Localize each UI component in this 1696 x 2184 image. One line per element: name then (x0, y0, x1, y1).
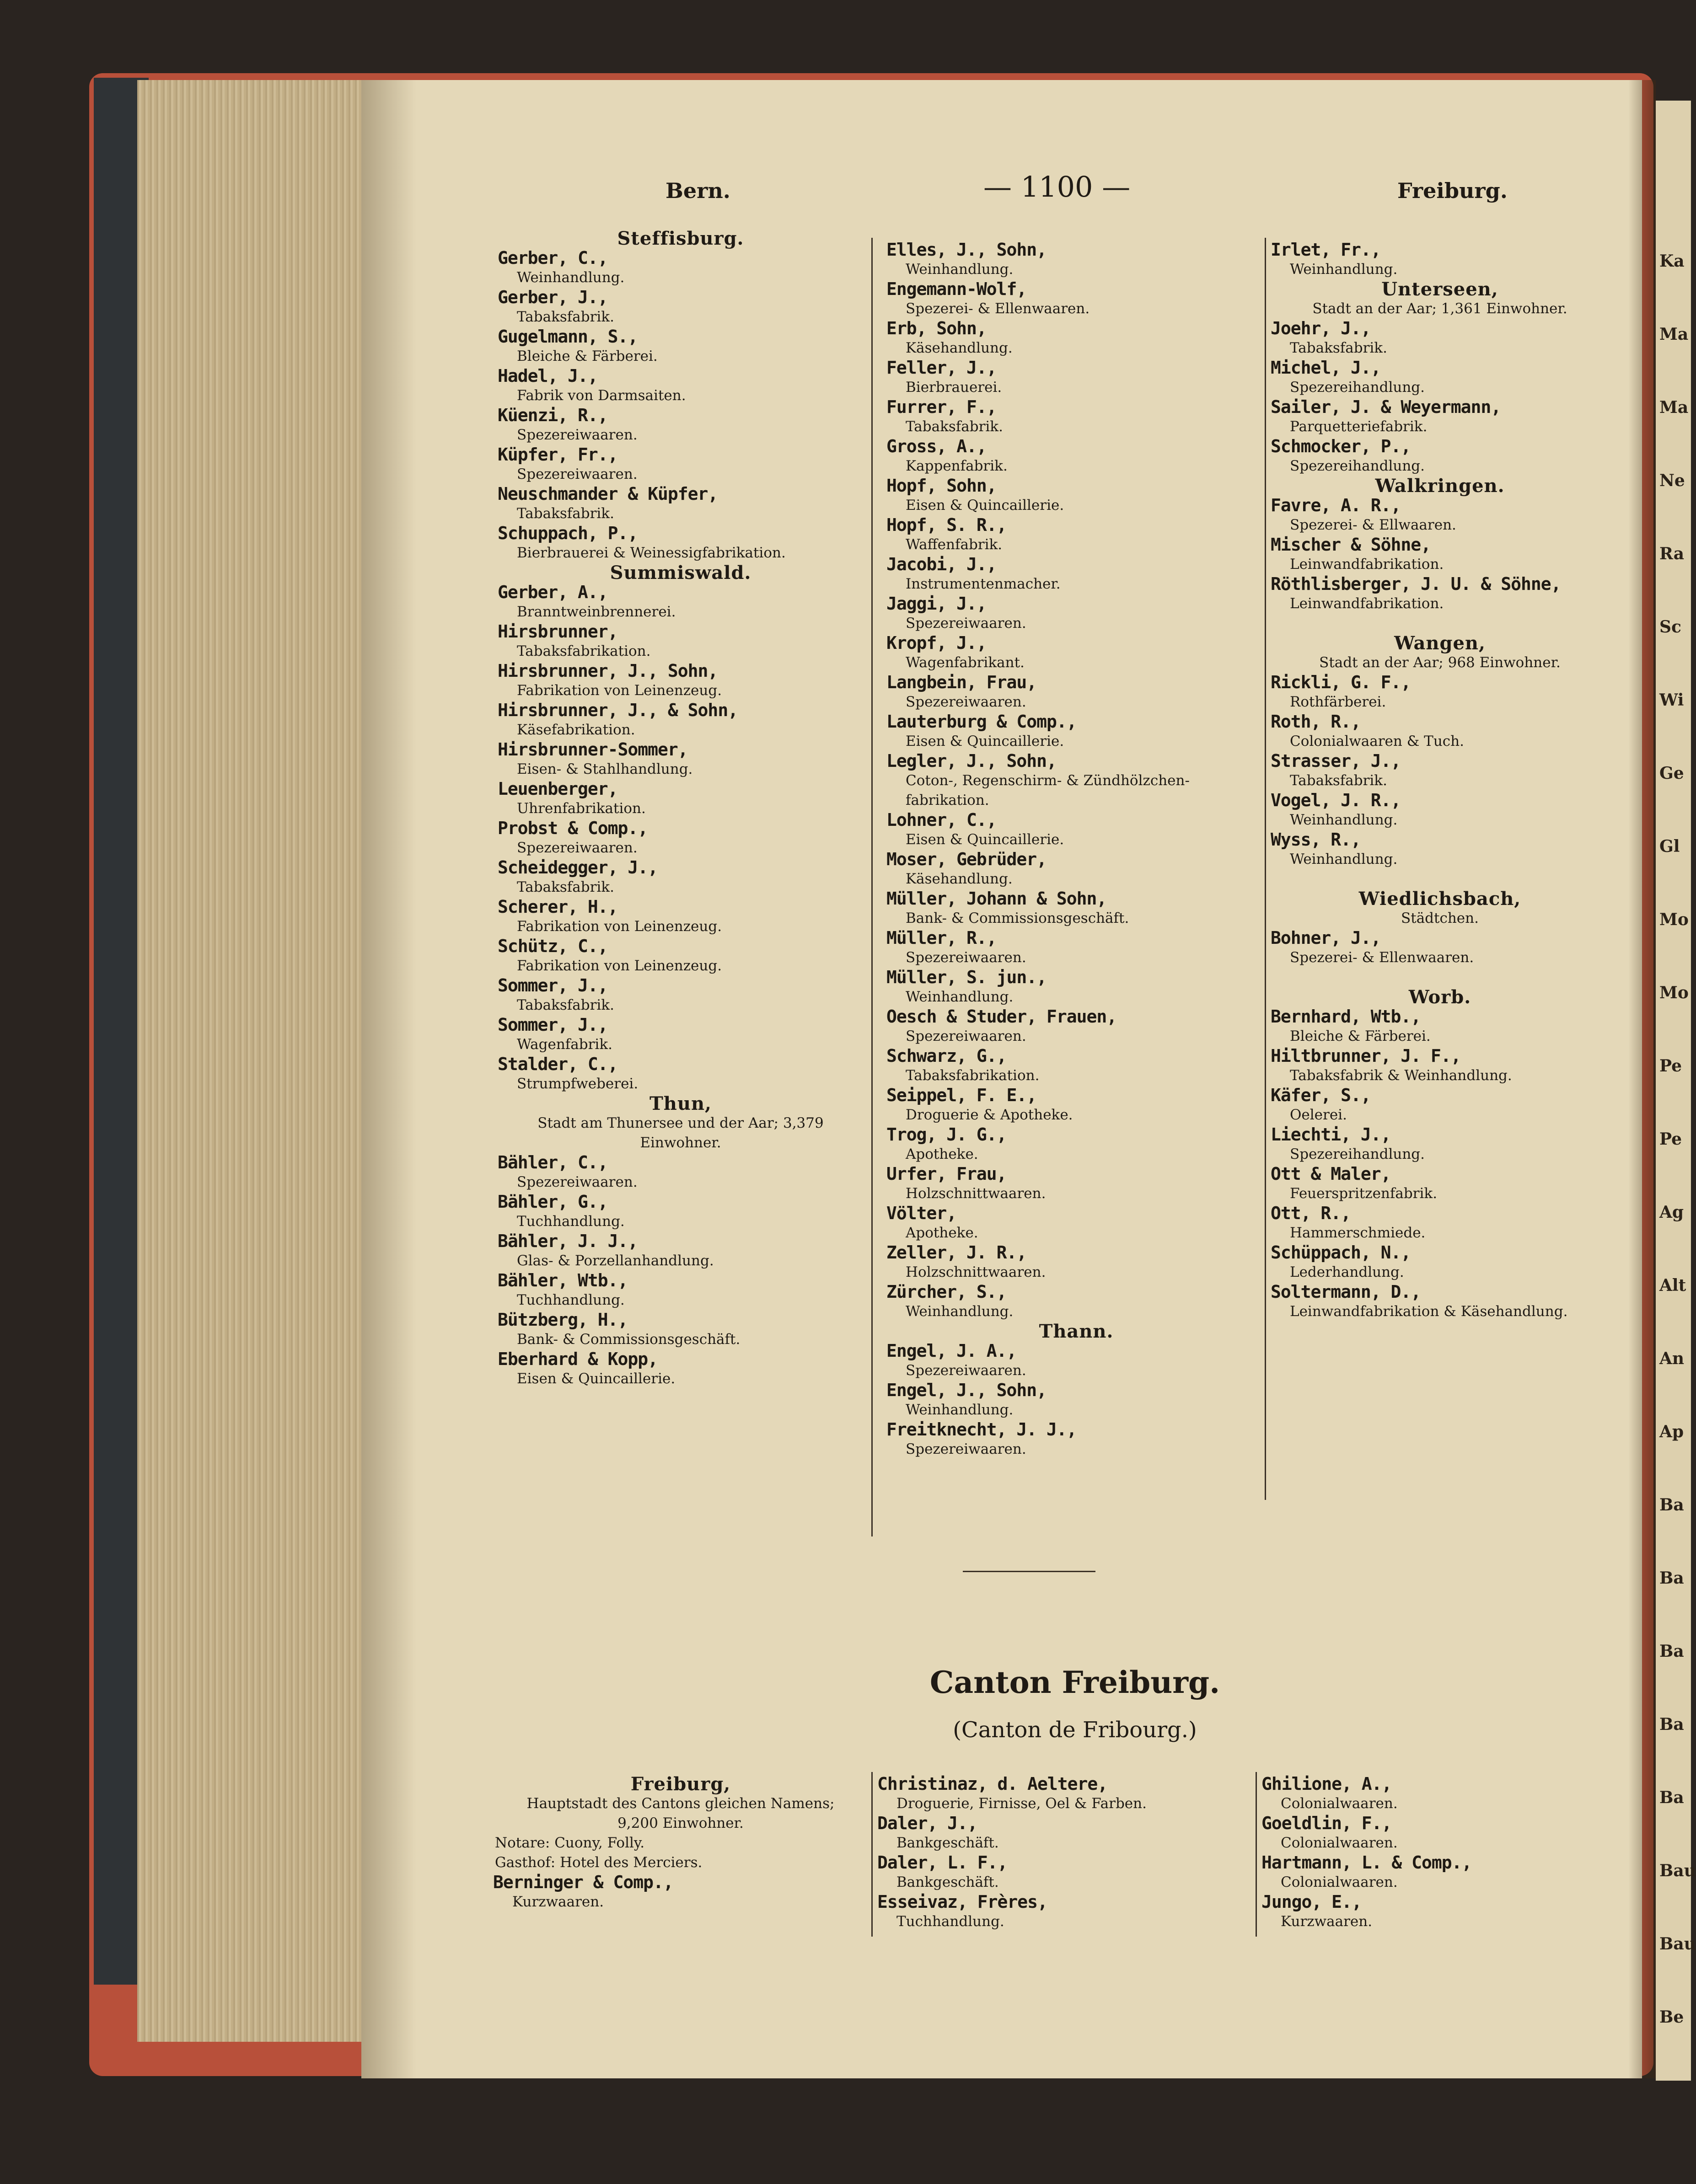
place-heading: Freiburg, (630, 1773, 731, 1795)
entry-business: Tabaksfabrik. (906, 418, 1003, 435)
entry-business: Weinhandlung. (517, 269, 625, 286)
entry-name: Favre, A. R., (1271, 495, 1401, 515)
entry-name: Schwarz, G., (886, 1046, 1007, 1066)
entry-business: Eisen & Quincaillerie. (517, 1370, 676, 1387)
facing-page-fragment: Gl (1659, 837, 1680, 856)
facing-page-fragment: Ne (1659, 471, 1685, 490)
entry-name: Sailer, J. & Weyermann, (1271, 397, 1501, 417)
entry-business: Weinhandlung. (1290, 812, 1398, 828)
column-right (1271, 240, 1609, 1322)
entry-name: Schmocker, P., (1271, 436, 1411, 456)
entry-name: Strasser, J., (1271, 751, 1401, 771)
place-description: Hauptstadt des Cantons gleichen Namens; (526, 1795, 835, 1812)
entry-business: Waffenfabrik. (906, 536, 1003, 553)
entry-name: Bähler, Wtb., (498, 1270, 628, 1290)
entry-name: Hiltbrunner, J. F., (1271, 1046, 1461, 1066)
entry-name: Jungo, E., (1261, 1892, 1362, 1912)
facing-page-fragment: Bau (1659, 1934, 1696, 1954)
entry-name: Stalder, C., (498, 1054, 618, 1074)
canton-column-middle (877, 1774, 1243, 1932)
entry-business: Eisen- & Stahlhandlung. (517, 761, 693, 777)
spacer (1271, 968, 1609, 987)
entry-business: Branntweinbrennerei. (517, 604, 676, 620)
entry-name: Esseivaz, Frères, (877, 1892, 1047, 1912)
entry-business: Spezerei- & Ellwaaren. (1290, 517, 1456, 533)
entry-business: Fabrik von Darmsaiten. (517, 387, 686, 404)
entry-name: Ghilione, A., (1261, 1774, 1392, 1794)
place-heading: Walkringen. (1375, 475, 1505, 497)
entry-business: Spezerei- & Ellenwaaren. (906, 300, 1090, 317)
column-rule (1265, 238, 1266, 1500)
entry-business: Eisen & Quincaillerie. (906, 497, 1064, 514)
entry-name: Erb, Sohn, (886, 318, 987, 338)
entry-name: Mischer & Söhne, (1271, 535, 1431, 555)
entry-name: Joehr, J., (1271, 318, 1371, 338)
entry-business: Spezereiwaaren. (906, 1441, 1026, 1457)
entry-name: Ott & Maler, (1271, 1164, 1391, 1184)
entry-name: Berninger & Comp., (493, 1872, 673, 1892)
entry-name: Schütz, C., (498, 936, 608, 956)
entry-name: Soltermann, D., (1271, 1282, 1421, 1302)
entry-business: Eisen & Quincaillerie. (906, 733, 1064, 749)
place-description: Städtchen. (1401, 910, 1479, 926)
facing-page-fragment: Ba (1659, 1642, 1684, 1661)
entry-business: Weinhandlung. (906, 261, 1014, 278)
entry-name: Freitknecht, J. J., (886, 1419, 1077, 1440)
entry-business: Tuchhandlung. (517, 1213, 625, 1230)
entry-business: Spezerei- & Ellenwaaren. (1290, 949, 1474, 966)
facing-page-fragment: Ma (1659, 398, 1689, 417)
entry-business: Droguerie, Firnisse, Oel & Farben. (896, 1795, 1147, 1812)
facing-page-fragment: Ba (1659, 1495, 1684, 1515)
entry-name: Müller, S. jun., (886, 967, 1047, 987)
facing-page-fragment: Ge (1659, 764, 1684, 783)
entry-business: Bank- & Commissionsgeschäft. (517, 1331, 741, 1348)
entry-name: Irlet, Fr., (1271, 240, 1381, 260)
entry-name: Furrer, F., (886, 397, 997, 417)
entry-business: Spezereiwaaren. (517, 466, 638, 482)
place-description: Einwohner. (640, 1135, 721, 1151)
entry-business: Käsehandlung. (906, 340, 1013, 356)
entry-business: Bleiche & Färberei. (1290, 1028, 1431, 1044)
entry-name: Gross, A., (886, 436, 987, 456)
place-note: Notare: Cuony, Folly. (495, 1835, 645, 1851)
entry-name: Neuschmander & Küpfer, (498, 484, 718, 504)
entry-name: Käfer, S., (1271, 1085, 1371, 1105)
entry-business: Glas- & Porzellanhandlung. (517, 1253, 714, 1269)
entry-business: Apotheke. (906, 1146, 978, 1162)
place-description: 9,200 Einwohner. (617, 1815, 744, 1831)
column-middle (886, 240, 1266, 1459)
place-heading: Thun, (649, 1093, 712, 1114)
column-left (498, 229, 864, 1389)
place-heading: Worb. (1408, 986, 1471, 1008)
entry-business: Käsehandlung. (906, 871, 1013, 887)
page-edges (137, 80, 375, 2042)
entry-business: Colonialwaaren. (1281, 1835, 1398, 1851)
entry-name: Küpfer, Fr., (498, 444, 618, 465)
entry-name: Eberhard & Kopp, (498, 1349, 658, 1369)
facing-page-fragment: Ba (1659, 1715, 1684, 1734)
facing-page-fragment: Sc (1659, 617, 1681, 637)
entry-business: Tabaksfabrik & Weinhandlung. (1290, 1067, 1512, 1084)
entry-business: Tuchhandlung. (896, 1913, 1004, 1930)
facing-page-fragment: Mo (1659, 910, 1689, 929)
entry-business: Wagenfabrikant. (906, 654, 1025, 671)
entry-business: Kappenfabrik. (906, 458, 1008, 474)
entry-name: Küenzi, R., (498, 405, 608, 425)
facing-page-fragment: Be (1659, 2007, 1684, 2027)
entry-name: Bähler, G., (498, 1192, 608, 1212)
entry-name: Scheidegger, J., (498, 857, 658, 878)
column-rule (871, 238, 873, 1536)
entry-business: Tabaksfabrik. (517, 997, 614, 1013)
facing-page-fragment: Alt (1659, 1276, 1686, 1295)
entry-name: Moser, Gebrüder, (886, 849, 1047, 869)
entry-business: Uhrenfabrikation. (517, 800, 646, 817)
entry-name: Lohner, C., (886, 810, 997, 830)
entry-name: Müller, R., (886, 928, 997, 948)
entry-name: Langbein, Frau, (886, 672, 1037, 692)
place-description: Stadt am Thunersee und der Aar; 3,379 (537, 1115, 824, 1131)
entry-name: Engemann-Wolf, (886, 279, 1027, 299)
entry-name: Christinaz, d. Aeltere, (877, 1774, 1108, 1794)
entry-business: Spezereihandlung. (1290, 379, 1425, 396)
facing-page-fragment: Mo (1659, 983, 1689, 1002)
entry-name: Hartmann, L. & Comp., (1261, 1852, 1472, 1873)
section-rule (963, 1571, 1095, 1572)
entry-business: Spezereihandlung. (1290, 1146, 1425, 1162)
canton-subtitle: (Canton de Fribourg.) (953, 1717, 1197, 1743)
entry-name: Elles, J., Sohn, (886, 240, 1047, 260)
entry-business: Parquetteriefabrik. (1290, 418, 1428, 435)
facing-page-fragment: Pe (1659, 1056, 1682, 1076)
entry-name: Zürcher, S., (886, 1282, 1007, 1302)
entry-name: Gugelmann, S., (498, 327, 638, 347)
entry-business: Tabaksfabrik. (1290, 340, 1387, 356)
entry-name: Jacobi, J., (886, 554, 997, 574)
facing-page-fragment: Ap (1659, 1422, 1684, 1441)
entry-name: Hirsbrunner, J., Sohn, (498, 661, 718, 681)
entry-name: Jaggi, J., (886, 594, 987, 614)
entry-name: Hadel, J., (498, 366, 598, 386)
entry-business: Spezereiwaaren. (517, 1174, 638, 1190)
running-head-left: Bern. (666, 178, 730, 203)
page-shadow (361, 80, 416, 2078)
facing-page-fragment: Ra (1659, 544, 1685, 563)
entry-business: Feuerspritzenfabrik. (1290, 1185, 1438, 1202)
entry-business: Spezereiwaaren. (906, 615, 1026, 632)
entry-business: Colonialwaaren. (1281, 1795, 1398, 1812)
place-heading: Unterseen, (1381, 278, 1498, 300)
entry-name: Goeldlin, F., (1261, 1813, 1392, 1833)
entry-name: Bützberg, H., (498, 1310, 628, 1330)
entry-name: Bohner, J., (1271, 928, 1381, 948)
entry-name: Müller, Johann & Sohn, (886, 889, 1107, 909)
column-rule (1256, 1772, 1257, 1937)
entry-name: Leuenberger, (498, 779, 618, 799)
facing-page-fragment: Wi (1659, 691, 1684, 710)
facing-page-fragment: Ag (1659, 1203, 1684, 1222)
facing-page-fragment: Ba (1659, 1788, 1684, 1807)
entry-name: Legler, J., Sohn, (886, 751, 1057, 771)
entry-name: Bernhard, Wtb., (1271, 1006, 1421, 1027)
spacer (1271, 614, 1609, 633)
entry-name: Sommer, J., (498, 1015, 608, 1035)
entry-name: Völter, (886, 1203, 957, 1223)
entry-name: Feller, J., (886, 358, 997, 378)
spacer (1271, 869, 1609, 889)
place-heading: Steffisburg. (617, 228, 744, 249)
facing-page-fragment: Bau (1659, 1861, 1696, 1880)
entry-business: Kurzwaaren. (512, 1894, 604, 1910)
entry-business: Eisen & Quincaillerie. (906, 831, 1064, 848)
entry-business: Tabaksfabrik. (517, 309, 614, 325)
canton-title: Canton Freiburg. (929, 1665, 1220, 1700)
entry-business: Leinwandfabrikation & Käsehandlung. (1290, 1303, 1568, 1320)
place-description: Stadt an der Aar; 968 Einwohner. (1319, 654, 1561, 671)
entry-business: Tabaksfabrik. (517, 505, 614, 522)
entry-name: Schüppach, N., (1271, 1242, 1411, 1263)
entry-name: Trog, J. G., (886, 1124, 1007, 1145)
entry-business: Spezereiwaaren. (517, 840, 638, 856)
place-heading: Wiedlichsbach, (1358, 888, 1521, 910)
entry-business: Colonialwaaren & Tuch. (1290, 733, 1464, 749)
facing-page-edge (1656, 101, 1696, 2081)
entry-business: Weinhandlung. (906, 989, 1014, 1005)
entry-business: Spezereiwaaren. (906, 694, 1026, 710)
entry-business: Spezereiwaaren. (906, 1028, 1026, 1044)
entry-business: Holzschnittwaaren. (906, 1264, 1046, 1280)
entry-name: Hirsbrunner, J., & Sohn, (498, 700, 738, 720)
entry-name: Michel, J., (1271, 358, 1381, 378)
entry-name: Gerber, J., (498, 287, 608, 307)
page-gutter (1628, 80, 1656, 2078)
entry-name: Seippel, F. E., (886, 1085, 1037, 1105)
entry-business: Strumpfweberei. (517, 1076, 639, 1092)
entry-name: Roth, R., (1271, 712, 1361, 732)
entry-name: Vogel, J. R., (1271, 790, 1401, 810)
entry-name: Bähler, J. J., (498, 1231, 638, 1251)
entry-business: Spezereihandlung. (1290, 458, 1425, 474)
facing-page-fragment: Ba (1659, 1568, 1684, 1588)
entry-business: Tabaksfabrikation. (906, 1067, 1040, 1084)
entry-name: Lauterburg & Comp., (886, 712, 1077, 732)
entry-business: Fabrikation von Leinenzeug. (517, 918, 722, 935)
entry-business: Fabrikation von Leinenzeug. (517, 958, 722, 974)
facing-page-fragment: Ma (1659, 325, 1689, 344)
entry-name: Kropf, J., (886, 633, 987, 653)
entry-name: Hopf, S. R., (886, 515, 1007, 535)
entry-name: Rickli, G. F., (1271, 672, 1411, 692)
entry-name: Hirsbrunner, (498, 621, 618, 642)
place-heading: Wangen, (1394, 632, 1486, 654)
entry-business: Käsefabrikation. (517, 722, 635, 738)
entry-name: Engel, J. A., (886, 1341, 1017, 1361)
entry-business: Tabaksfabrikation. (517, 643, 651, 659)
entry-business: Apotheke. (906, 1225, 978, 1241)
entry-business: Holzschnittwaaren. (906, 1185, 1046, 1202)
canton-column-left (493, 1774, 868, 1912)
entry-name: Daler, J., (877, 1813, 977, 1833)
entry-business: Leinwandfabrikation. (1290, 556, 1444, 573)
entry-business: Tabaksfabrik. (517, 879, 614, 895)
entry-business: Bleiche & Färberei. (517, 348, 658, 364)
entry-business: Spezereiwaaren. (906, 1362, 1026, 1379)
entry-name: Oesch & Studer, Frauen, (886, 1006, 1117, 1027)
facing-page-fragment: Pe (1659, 1129, 1682, 1149)
entry-business: Tabaksfabrik. (1290, 772, 1387, 789)
entry-name: Gerber, A., (498, 582, 608, 602)
entry-business: Lederhandlung. (1290, 1264, 1404, 1280)
entry-business: Oelerei. (1290, 1107, 1347, 1123)
entry-business: Weinhandlung. (1290, 851, 1398, 867)
entry-name: Bähler, C., (498, 1152, 608, 1172)
entry-business: Droguerie & Apotheke. (906, 1107, 1073, 1123)
entry-business: Fabrikation von Leinenzeug. (517, 682, 722, 699)
canton-column-right (1261, 1774, 1618, 1932)
entry-business: Spezereiwaaren. (517, 427, 638, 443)
place-heading: Summiswald. (610, 562, 751, 583)
facing-page-fragment: Ka (1659, 252, 1685, 271)
entry-business: Bankgeschäft. (896, 1874, 999, 1890)
entry-name: Liechti, J., (1271, 1124, 1391, 1145)
entry-business: Weinhandlung. (906, 1402, 1014, 1418)
entry-business: Colonialwaaren. (1281, 1874, 1398, 1890)
entry-business: Coton-, Regenschirm- & Zündhölzchen- (906, 772, 1190, 789)
entry-business: Bank- & Commissionsgeschäft. (906, 910, 1129, 926)
column-rule (871, 1772, 873, 1937)
entry-business: Bankgeschäft. (896, 1835, 999, 1851)
entry-name: Hirsbrunner-Sommer, (498, 739, 688, 760)
entry-business: Instrumentenmacher. (906, 576, 1061, 592)
entry-business: Weinhandlung. (906, 1303, 1014, 1320)
entry-business: Tuchhandlung. (517, 1292, 625, 1308)
page-number: — 1100 — (983, 170, 1131, 203)
entry-business: Bierbrauerei. (906, 379, 1002, 396)
entry-name: Ott, R., (1271, 1203, 1351, 1223)
entry-name: Gerber, C., (498, 248, 608, 268)
entry-business: Leinwandfabrikation. (1290, 595, 1444, 612)
entry-business: fabrikation. (906, 792, 989, 808)
entry-business: Wagenfabrik. (517, 1036, 612, 1053)
entry-name: Probst & Comp., (498, 818, 648, 838)
entry-name: Wyss, R., (1271, 830, 1361, 850)
entry-business: Rothfärberei. (1290, 694, 1386, 710)
entry-name: Sommer, J., (498, 975, 608, 996)
entry-business: Bierbrauerei & Weinessigfabrikation. (517, 545, 786, 561)
entry-business: Kurzwaaren. (1281, 1913, 1373, 1930)
place-heading: Thann. (1039, 1321, 1114, 1342)
entry-name: Zeller, J. R., (886, 1242, 1027, 1263)
entry-name: Daler, L. F., (877, 1852, 1008, 1873)
place-note: Gasthof: Hotel des Merciers. (495, 1854, 703, 1871)
entry-name: Schuppach, P., (498, 523, 638, 543)
entry-name: Engel, J., Sohn, (886, 1380, 1047, 1400)
entry-business: Hammerschmiede. (1290, 1225, 1426, 1241)
place-description: Stadt an der Aar; 1,361 Einwohner. (1312, 300, 1567, 317)
entry-name: Hopf, Sohn, (886, 476, 997, 496)
running-head-right: Freiburg. (1397, 178, 1508, 203)
entry-name: Scherer, H., (498, 897, 618, 917)
entry-business: Weinhandlung. (1290, 261, 1398, 278)
facing-page-fragment: An (1659, 1349, 1685, 1368)
entry-business: Spezereiwaaren. (906, 949, 1026, 966)
entry-name: Röthlisberger, J. U. & Söhne, (1271, 574, 1561, 594)
entry-name: Urfer, Frau, (886, 1164, 1007, 1184)
